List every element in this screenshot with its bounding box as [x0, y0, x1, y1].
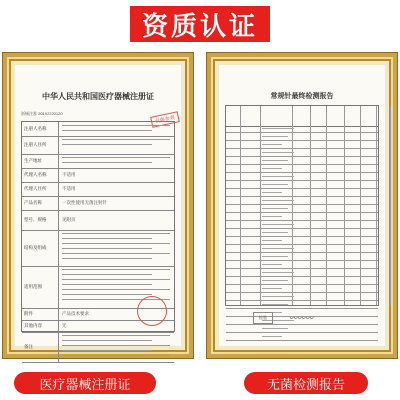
form-row-value — [62, 332, 172, 362]
test-report-title: 常规针最终检测报告 — [270, 91, 334, 100]
illegible-text-line — [62, 289, 170, 290]
illegible-text-line — [262, 200, 294, 201]
illegible-text-line — [62, 248, 152, 249]
illegible-text-line — [62, 294, 152, 295]
headline-text: 资质认证 — [141, 10, 258, 41]
table-row-line — [226, 148, 378, 149]
registration-certificate-paper — [15, 65, 181, 349]
illegible-text-line — [262, 144, 282, 145]
caption-registration-certificate — [14, 372, 156, 394]
illegible-text-line — [262, 328, 288, 329]
illegible-text-line — [262, 248, 294, 249]
table-row-line — [226, 332, 378, 333]
table-row-line — [226, 172, 378, 173]
illegible-text-line — [262, 216, 282, 217]
illegible-text-line — [62, 253, 170, 254]
form-row-label: 生产地址 — [24, 154, 59, 168]
table-row-line — [226, 292, 378, 293]
form-row — [22, 182, 174, 197]
form-row — [22, 230, 174, 267]
table-row-line — [226, 300, 378, 301]
illegible-text-line — [62, 243, 170, 244]
table-row-line — [226, 220, 378, 221]
illegible-text-line — [262, 208, 288, 209]
inspector-signature: 〰〰〰 — [289, 314, 313, 323]
illegible-text-line — [262, 192, 282, 193]
table-row-line — [226, 324, 378, 325]
form-row-label: 备注 — [24, 332, 59, 362]
illegible-text-line — [62, 157, 170, 158]
table-row-line — [226, 140, 378, 141]
form-row — [22, 332, 174, 363]
illegible-text-line — [262, 272, 294, 273]
illegible-text-line — [62, 258, 152, 259]
illegible-text-line — [62, 125, 170, 126]
illegible-text-line — [62, 233, 170, 234]
form-row — [22, 168, 174, 183]
illegible-text-line — [62, 345, 170, 346]
illegible-text-line — [62, 130, 152, 131]
form-row-label: 结构及组成 — [24, 230, 59, 266]
form-row — [22, 210, 174, 231]
table-row-line — [226, 180, 378, 181]
table-row-line — [226, 164, 378, 165]
form-row-label: 注册人名称 — [24, 122, 59, 136]
table-row-line — [226, 188, 378, 189]
form-row-label: 代理人住所 — [24, 182, 59, 196]
illegible-text-line — [62, 284, 152, 285]
form-row-value: 一次性使用无菌注射针 — [62, 200, 107, 205]
official-seal — [137, 296, 167, 326]
illegible-text-line — [62, 274, 152, 275]
caption-right-text: 无菌检测报告 — [266, 376, 345, 392]
illegible-text-line — [262, 160, 288, 161]
form-row-value: 无 — [62, 323, 67, 328]
form-row-label: 产品名称 — [24, 196, 59, 210]
table-row-line — [226, 212, 378, 213]
illegible-text-line — [262, 256, 288, 257]
illegible-text-line — [262, 128, 294, 129]
table-row-line — [226, 268, 378, 269]
form-row — [22, 122, 174, 137]
test-report-table — [225, 105, 379, 306]
illegible-text-line — [62, 238, 152, 239]
illegible-text-line — [62, 340, 152, 341]
test-report-frame — [207, 53, 397, 358]
form-row-value: 产品技术要求 — [62, 311, 89, 316]
table-row-line — [226, 156, 378, 157]
table-row-line — [226, 308, 378, 309]
illegible-text-line — [62, 350, 152, 351]
table-row-line — [226, 204, 378, 205]
illegible-text-line — [262, 288, 282, 289]
form-row-label: 附件 — [24, 308, 59, 320]
illegible-text-line — [262, 240, 282, 241]
illegible-text-line — [62, 162, 152, 163]
table-row-line — [226, 196, 378, 197]
form-row-label: 其他内容 — [24, 320, 59, 332]
watermark-stamp: 仅限参观 — [150, 111, 180, 128]
registration-certificate-title: 中华人民共和国医疗器械注册证 — [42, 91, 154, 101]
table-row-line — [226, 340, 378, 341]
table-row-line — [226, 252, 378, 253]
illegible-text-line — [262, 296, 294, 297]
form-row-label: 注册人住所 — [24, 136, 59, 154]
illegible-text-line — [62, 279, 170, 280]
illegible-text-line — [262, 184, 288, 185]
headline-banner — [130, 6, 270, 42]
table-row-line — [226, 228, 378, 229]
table-row-line — [226, 276, 378, 277]
illegible-text-line — [62, 335, 170, 336]
illegible-text-line — [262, 336, 282, 337]
illegible-text-line — [62, 139, 170, 140]
form-row-value: 不适用 — [62, 186, 76, 191]
caption-sterility-report — [244, 372, 368, 394]
test-report-paper — [219, 65, 385, 346]
form-row — [22, 196, 174, 211]
form-row-label: 型号、规格 — [24, 210, 59, 230]
form-row-value: 不适用 — [62, 172, 76, 177]
form-row — [22, 136, 174, 155]
illegible-text-line — [262, 176, 294, 177]
illegible-text-line — [262, 168, 282, 169]
illegible-text-line — [262, 232, 288, 233]
illegible-text-line — [62, 144, 152, 145]
registration-number: 浙械注准 20192220120 — [21, 111, 63, 116]
table-column-line — [390, 106, 391, 305]
registration-certificate-frame — [3, 53, 193, 358]
test-report-table-header — [226, 106, 378, 127]
table-row-line — [226, 132, 378, 133]
illegible-text-line — [262, 152, 294, 153]
signature-label: 检验 — [253, 312, 273, 324]
table-row-line — [226, 236, 378, 237]
form-row-label: 代理人名称 — [24, 168, 59, 182]
illegible-text-line — [262, 136, 288, 137]
form-row-value: 见附页 — [62, 217, 76, 222]
table-row-line — [226, 244, 378, 245]
illegible-text-line — [262, 304, 288, 305]
form-row — [22, 154, 174, 169]
caption-left-text: 医疗器械注册证 — [39, 376, 131, 392]
illegible-text-line — [262, 280, 288, 281]
table-row-line — [226, 284, 378, 285]
illegible-text-line — [262, 264, 282, 265]
illegible-text-line — [62, 269, 170, 270]
form-row-label: 适用范围 — [24, 266, 59, 308]
table-row-line — [226, 260, 378, 261]
illegible-text-line — [62, 355, 170, 356]
illegible-text-line — [262, 224, 294, 225]
